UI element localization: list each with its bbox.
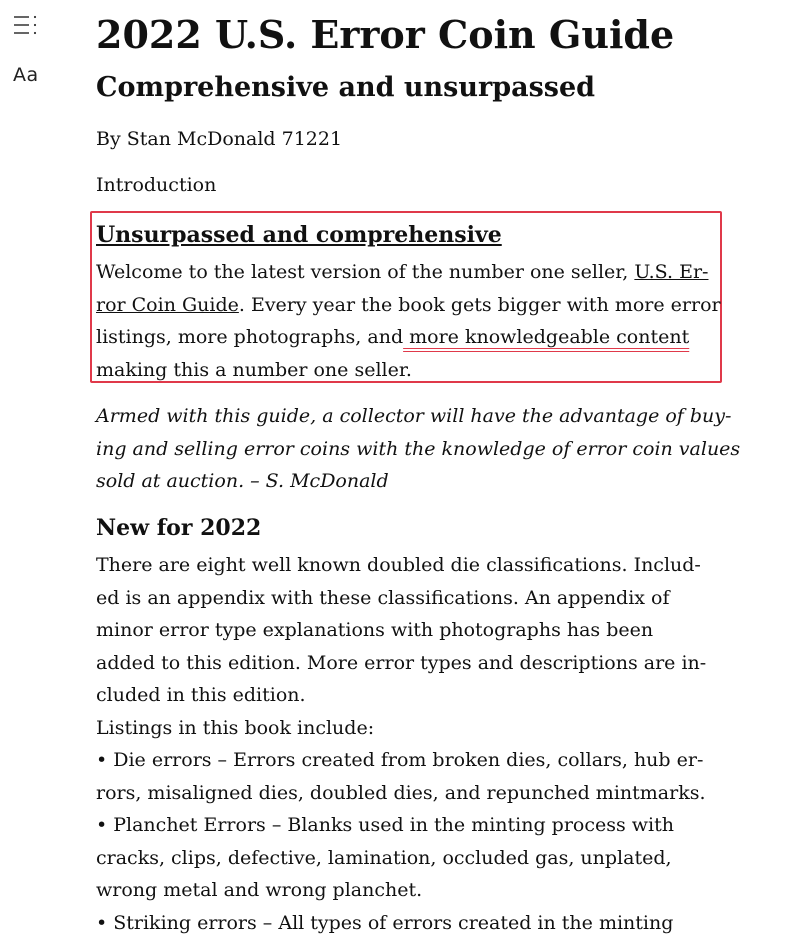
paragraph-line: making this a number one seller. <box>96 358 412 381</box>
paragraph-line: cluded in this edition. <box>96 684 306 706</box>
list-item: • Striking errors – All types of errors created in the minting <box>96 911 674 934</box>
paragraph-line: ed is an appendix with these classifications. An appendix of <box>96 586 670 609</box>
quote-line: sold at auction. – S. McDonald <box>96 470 389 492</box>
paragraph-line: added to this edition. More error types and descriptions are in- <box>96 651 707 674</box>
section-heading-new-for-2022: New for 2022 <box>96 515 262 541</box>
list-item-continued: cracks, clips, defective, lamination, occluded gas, unplated, <box>96 846 672 869</box>
paragraph-line: There are eight well known doubled die classifications. Includ- <box>96 554 701 576</box>
byline: By Stan McDonald 71221 <box>96 128 343 150</box>
text-span: listings, more photographs, and <box>96 326 404 348</box>
list-item-continued: wrong metal and wrong planchet. <box>96 879 423 901</box>
table-of-contents-icon <box>12 14 40 38</box>
guide-link-continued[interactable]: ror Coin Guide <box>96 293 239 316</box>
section-heading-unsurpassed: Unsurpassed and comprehensive <box>96 222 502 248</box>
paragraph-line <box>96 256 709 289</box>
list-item: • Planchet Errors – Blanks used in the minting process with <box>96 814 675 836</box>
paragraph-line: Listings in this book include: <box>96 716 375 739</box>
font-settings-button[interactable]: Aa <box>13 64 39 86</box>
text-span: . Every year the book gets bigger with more error <box>238 293 721 316</box>
section-label-introduction: Introduction <box>96 174 217 196</box>
paragraph-line <box>96 321 706 354</box>
book-subtitle: Comprehensive and unsurpassed <box>96 72 596 103</box>
quote-line: ing and selling error coins with the knowledge of error coin values <box>96 437 741 460</box>
welcome-paragraph <box>96 256 721 386</box>
guide-link[interactable]: U.S. Er- <box>634 261 709 283</box>
new-for-2022-paragraph <box>96 549 706 939</box>
list-item: • Die errors – Errors created from broken dies, collars, hub er- <box>96 749 704 771</box>
author-quote <box>96 400 741 498</box>
book-title: 2022 U.S. Error Coin Guide <box>96 12 675 57</box>
quote-line: Armed with this guide, a collector will have the advantage of buy- <box>96 405 732 427</box>
text-span: Welcome to the latest version of the number one seller, <box>96 261 635 283</box>
highlighted-phrase[interactable]: more knowledgeable content <box>403 326 690 348</box>
paragraph-line: minor error type explanations with photographs has been <box>96 619 654 641</box>
list-item-continued: rors, misaligned dies, doubled dies, and repunched mintmarks. <box>96 781 706 804</box>
paragraph-line <box>96 289 721 322</box>
table-of-contents-button[interactable] <box>12 14 40 38</box>
